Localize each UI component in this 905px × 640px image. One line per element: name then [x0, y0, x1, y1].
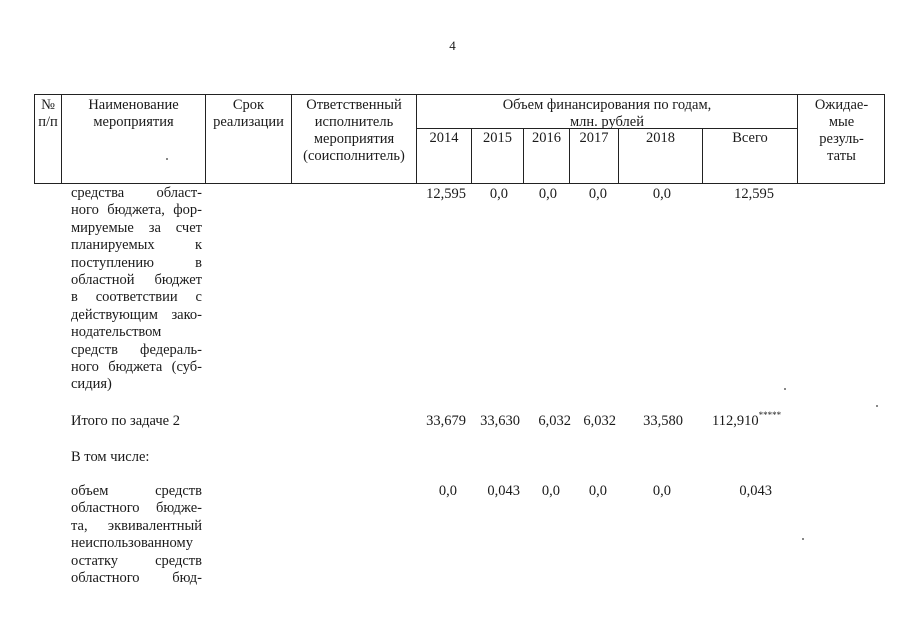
header-total: Всего [732, 130, 768, 146]
cell-total: 12,595 [734, 186, 774, 202]
scan-speck [802, 538, 804, 540]
scan-speck [784, 388, 786, 390]
cell-2014: 12,595 [426, 186, 466, 202]
cell-2015: 33,630 [480, 413, 520, 429]
footnote-mark: ***** [758, 410, 782, 420]
page-number: 4 [449, 38, 456, 53]
cell-total: 0,043 [739, 483, 772, 499]
cell-2015: 0,0 [489, 186, 508, 202]
header-col-term: Срок реализации [213, 97, 284, 130]
scan-speck [876, 405, 878, 407]
cell-2016: 0,0 [541, 483, 560, 499]
cell-2014: 0,0 [438, 483, 457, 499]
row-name: средства облаcт- ного бюджета, фор- мируемые за счет планируемых к поступлению в областной бюджет в соответствии с действующим зако- нодательством средств федераль- ного бюджета (суб- сидия) [71, 185, 202, 393]
cell-2018: 33,580 [643, 413, 683, 429]
header-col-number: № п/п [38, 97, 58, 130]
cell-2017: 0,0 [588, 186, 607, 202]
table-header [34, 94, 885, 184]
row-name: объем средств областного бюдже- та, эквивалентный неиспользованному остатку средств областного бюд- [71, 483, 202, 587]
cell-2015: 0,043 [487, 483, 520, 499]
cell-total: 112,910***** [712, 410, 782, 429]
row-name: В том числе: [71, 449, 150, 465]
scan-speck [166, 158, 168, 160]
cell-2017: 6,032 [583, 413, 616, 429]
header-year-2015: 2015 [483, 130, 512, 146]
row-name: Итого по задаче 2 [71, 413, 180, 429]
header-year-2016: 2016 [532, 130, 561, 146]
cell-2018: 0,0 [652, 186, 671, 202]
cell-2017: 0,0 [588, 483, 607, 499]
cell-2016: 0,0 [538, 186, 557, 202]
header-year-2017: 2017 [579, 130, 609, 146]
cell-2016: 6,032 [538, 413, 571, 429]
header-col-executor: Ответственный исполнитель мероприятия (соисполнитель) [303, 97, 405, 164]
header-col-finance: Объем финансирования по годам, млн. рублей [502, 97, 712, 130]
cell-2014: 33,679 [426, 413, 466, 429]
header-year-2018: 2018 [646, 130, 675, 146]
cell-2018: 0,0 [652, 483, 671, 499]
header-col-result: Ожидае- мые резуль- таты [814, 97, 869, 164]
header-year-2014: 2014 [429, 130, 459, 146]
header-col-name: Наименование мероприятия [88, 97, 179, 130]
